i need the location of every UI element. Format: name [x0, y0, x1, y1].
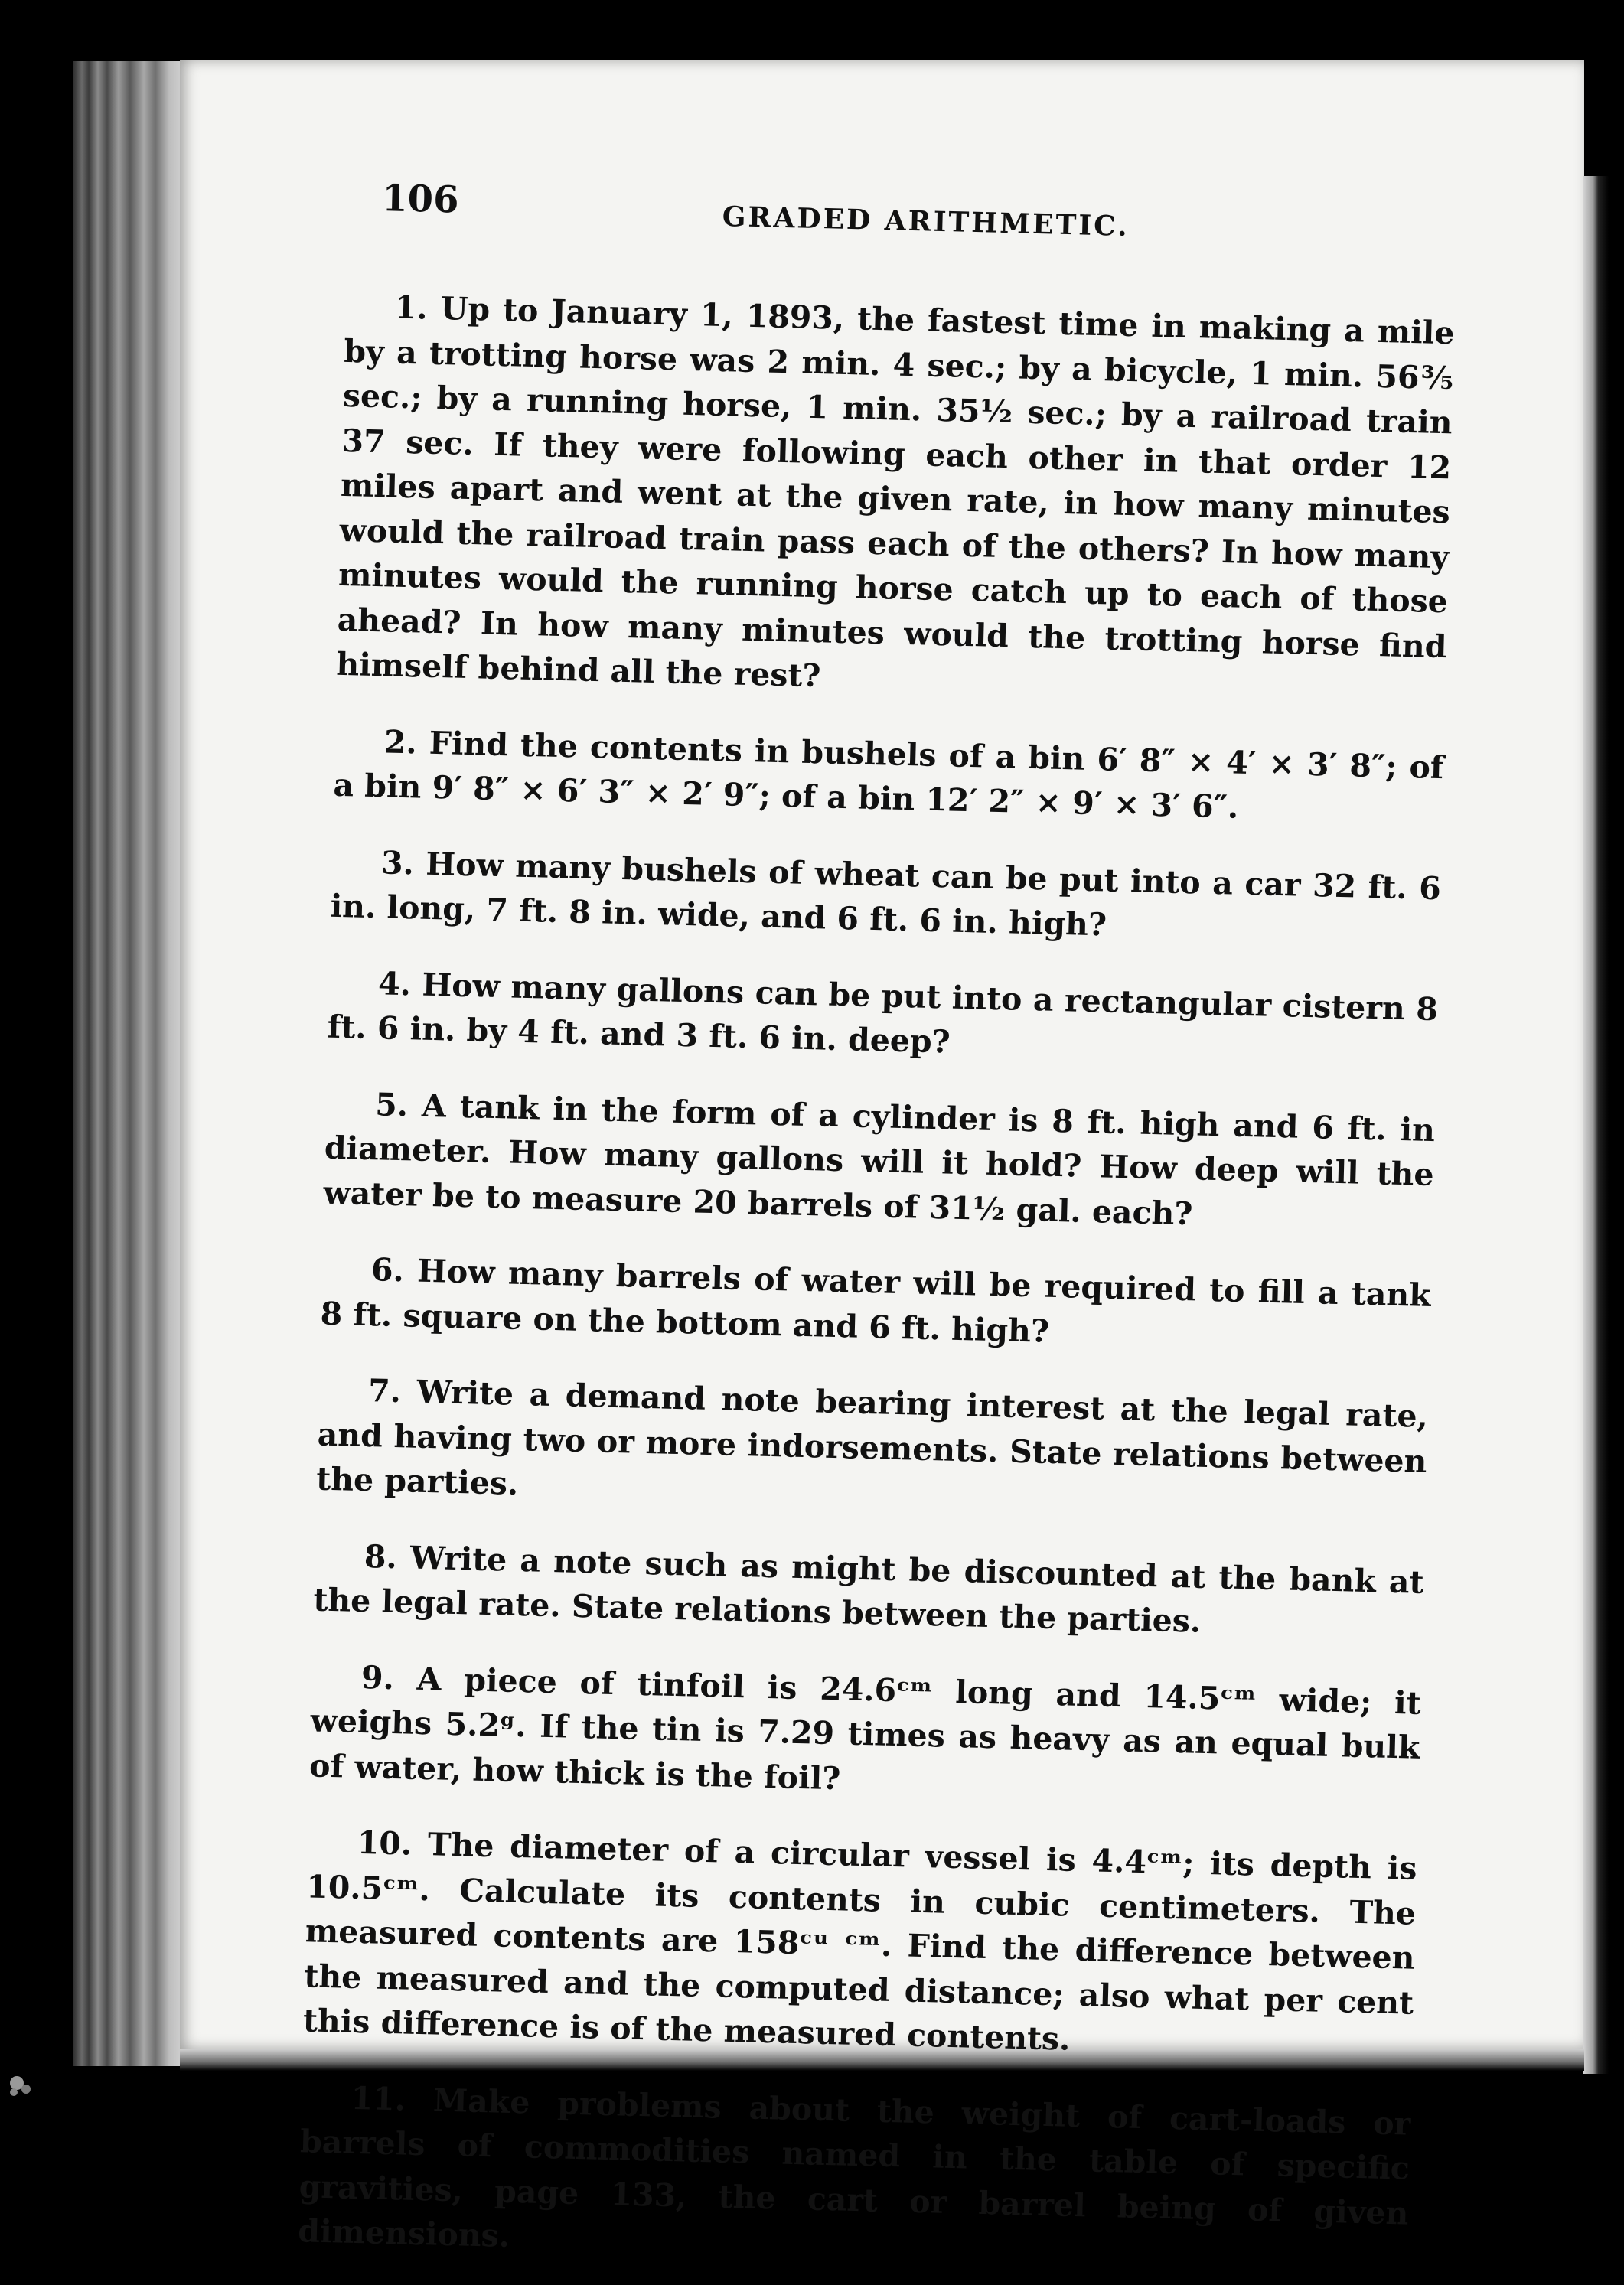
problem-number: 2.: [383, 722, 418, 761]
problem-number: 3.: [380, 843, 415, 882]
problem-text: How many gallons can be put into a rectangular cistern 8 ft. 6 in. by 4 ft. and 3 ft. 6 in. deep?: [327, 966, 1439, 1061]
problem-text: Up to January 1, 1893, the fastest time in making a mile by a trotting horse was 2 min. 4 sec.; by a bicycle, 1 min. 56⅗ sec.; by a running horse, 1 min. 35½ sec.; by a railroad train 37 sec. If they were following each other in that order 12 miles apart and went at the given rate, in how many minutes would the railroad train pass each of the others? In how many minutes would the running horse catch up to each of those ahead? In how many minutes would the trotting horse find himself behind all the rest?: [335, 290, 1456, 695]
problem-text: The diameter of a circular vessel is 4.4ᶜᵐ; its depth is 10.5ᶜᵐ. Calculate its contents in cubic centimeters. The measured contents are 158ᶜᵘ ᶜᵐ. Find the difference between the measured and the computed distance; also what per cent this difference is of the measured contents.: [302, 1826, 1417, 2058]
problem-4: [327, 960, 1438, 1076]
scan-speck-mark: [0, 2066, 46, 2112]
problem-number: 10.: [357, 1824, 413, 1863]
problem-number: 8.: [364, 1537, 398, 1576]
problem-text: Write a note such as might be discounted at the bank at the legal rate. State relations between the parties.: [312, 1539, 1425, 1640]
problem-list: [298, 284, 1455, 2280]
problem-11: [298, 2075, 1411, 2280]
problem-number: 1.: [394, 288, 429, 327]
problem-number: 11.: [351, 2079, 406, 2118]
problem-text: Make problems about the weight of cart-loads or barrels of commodities named in the table of specific gravities, page 133, the cart or barrel being of given dimensions.: [297, 2081, 1411, 2254]
problem-9: [309, 1654, 1422, 1815]
problem-number: 4.: [377, 964, 412, 1002]
problem-8: [313, 1533, 1424, 1649]
problem-text: A tank in the form of a cylinder is 8 ft. high and 6 ft. in diameter. How many gallons will it hold? How deep will the water be to measure 20 barrels of 31½ gal. each?: [322, 1087, 1436, 1232]
problem-2: [333, 718, 1444, 834]
problem-number: 5.: [374, 1085, 409, 1123]
page-content: [298, 176, 1458, 2285]
problem-text: Write a demand note bearing interest at the legal rate, and having two or more indorsements. State relations between the parties.: [315, 1373, 1429, 1502]
problem-10: [302, 1819, 1417, 2070]
problem-number: 6.: [370, 1251, 405, 1289]
page-number: 106: [381, 177, 460, 222]
problem-number: 7.: [367, 1372, 402, 1410]
problem-text: How many barrels of water will be required to fill a tank 8 ft. square on the bottom and 6 ft. high?: [320, 1252, 1432, 1350]
problem-1: [336, 284, 1455, 714]
book-binding: [73, 61, 188, 2066]
problem-text: A piece of tinfoil is 24.6ᶜᵐ long and 14.5ᶜᵐ wide; it weighs 5.2ᵍ. If the tin is 7.29 times as heavy as an equal bulk of water, how thick is the foil?: [308, 1660, 1422, 1797]
problem-text: How many bushels of wheat can be put into a car 32 ft. 6 in. long, 7 ft. 8 in. wide, and 6 ft. 6 in. high?: [330, 845, 1442, 944]
problem-7: [316, 1367, 1429, 1529]
problem-6: [320, 1247, 1431, 1363]
problem-text: Find the contents in bushels of a bin 6′ 8″ × 4′ × 3′ 8″; of a bin 9′ 8″ × 6′ 3″ × 2′ 9″; of a bin 12′ 2″ × 9′ × 3′ 6″.: [332, 724, 1445, 826]
page-header-title: GRADED ARITHMETIC.: [722, 200, 1130, 243]
problem-number: 9.: [360, 1658, 395, 1697]
page-edge-right: [1583, 176, 1609, 2074]
problem-3: [330, 839, 1441, 955]
problem-5: [323, 1081, 1436, 1242]
